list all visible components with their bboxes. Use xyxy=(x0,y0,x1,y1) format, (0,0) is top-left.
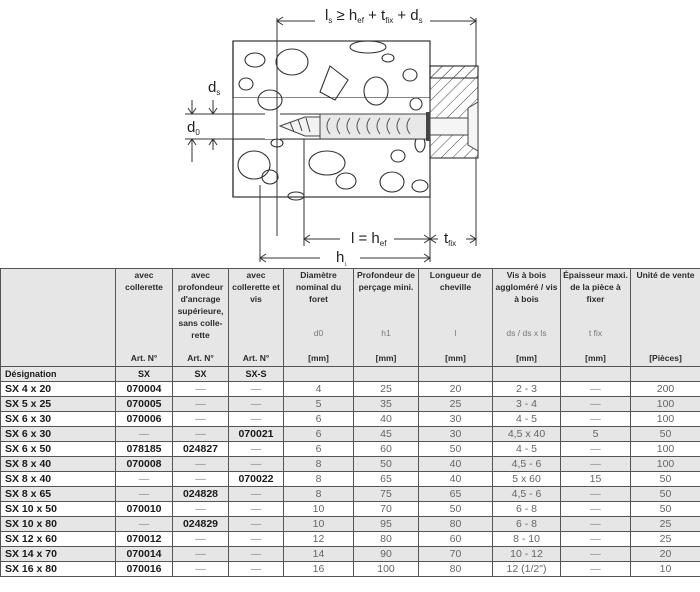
fixture-thickness-cell: — xyxy=(561,502,631,517)
art-no-collar-cell: 070012 xyxy=(116,532,173,547)
fixture-thickness-cell: — xyxy=(561,412,631,427)
product-name-cell: SX 16 x 80 xyxy=(1,562,116,577)
designation-sx: SX xyxy=(173,367,229,382)
art-no-collar-cell: 070014 xyxy=(116,547,173,562)
product-name-cell: SX 14 x 70 xyxy=(1,547,116,562)
designation-empty xyxy=(493,367,561,382)
table-row xyxy=(1,442,700,457)
fixture-thickness-cell: — xyxy=(561,517,631,532)
art-no-screw-cell: — xyxy=(229,532,284,547)
art-no-collar-cell: — xyxy=(116,472,173,487)
drill-diameter-cell: 4 xyxy=(284,382,354,397)
designation-empty xyxy=(284,367,354,382)
table-row xyxy=(1,382,700,397)
anchor-length-cell: 60 xyxy=(419,532,493,547)
sales-unit-cell: 25 xyxy=(631,532,700,547)
header-wood-screw: Vis à bois aggloméré / vis à bois ds / ds x ls [mm] xyxy=(493,269,561,367)
drill-depth-cell: 60 xyxy=(354,442,419,457)
fixture-thickness-cell: 15 xyxy=(561,472,631,487)
art-no-screw-cell: — xyxy=(229,457,284,472)
art-no-screw-cell: 070021 xyxy=(229,427,284,442)
screw-length-formula: $l_s \ge h_{ef} + t_{fix} + d_s$ xyxy=(325,7,423,25)
sales-unit-cell: 100 xyxy=(631,397,700,412)
art-no-deep-cell: — xyxy=(173,412,229,427)
drill-diameter-cell: 6 xyxy=(284,442,354,457)
header-row xyxy=(1,269,700,367)
table-row xyxy=(1,547,700,562)
sales-unit-cell: 10 xyxy=(631,562,700,577)
anchor-length-cell: 50 xyxy=(419,502,493,517)
art-no-deep-cell: 024827 xyxy=(173,442,229,457)
art-no-deep-cell: — xyxy=(173,457,229,472)
screw-size-cell: 10 - 12 xyxy=(493,547,561,562)
sales-unit-cell: 20 xyxy=(631,547,700,562)
screw-size-cell: 4,5 - 6 xyxy=(493,487,561,502)
drill-diameter-cell: 6 xyxy=(284,427,354,442)
anchor-length-cell: 65 xyxy=(419,487,493,502)
drill-depth-cell: 90 xyxy=(354,547,419,562)
product-name-cell: SX 10 x 50 xyxy=(1,502,116,517)
header-anchor-length: Longueur de cheville l [mm] xyxy=(419,269,493,367)
drill-diameter-cell: 8 xyxy=(284,457,354,472)
designation-empty xyxy=(419,367,493,382)
art-no-collar-cell: — xyxy=(116,427,173,442)
header-blank xyxy=(1,269,116,367)
drill-depth-cell: 70 xyxy=(354,502,419,517)
sales-unit-cell: 50 xyxy=(631,502,700,517)
fixture-thickness-cell: — xyxy=(561,382,631,397)
fixture-thickness-cell: — xyxy=(561,532,631,547)
anchor-length-cell: 40 xyxy=(419,472,493,487)
designation-empty xyxy=(561,367,631,382)
header-drill-depth: Profondeur de perçage mini. h1 [mm] xyxy=(354,269,419,367)
anchor-length-cell: 30 xyxy=(419,412,493,427)
anchor-length-cell: 20 xyxy=(419,382,493,397)
art-no-collar-cell: — xyxy=(116,487,173,502)
art-no-collar-cell: 078185 xyxy=(116,442,173,457)
art-no-collar-cell: 070016 xyxy=(116,562,173,577)
art-no-deep-cell: — xyxy=(173,427,229,442)
anchor-length-label: $l = h_{ef}$ xyxy=(351,230,387,248)
anchor-length-cell: 40 xyxy=(419,457,493,472)
sales-unit-cell: 200 xyxy=(631,382,700,397)
screw-size-cell: 8 - 10 xyxy=(493,532,561,547)
header-collar: avec collerette Art. N° xyxy=(116,269,173,367)
sales-unit-cell: 25 xyxy=(631,517,700,532)
table-row xyxy=(1,487,700,502)
art-no-screw-cell: — xyxy=(229,562,284,577)
drill-depth-label: $h_{_1}$ xyxy=(336,249,348,267)
drill-diameter-cell: 16 xyxy=(284,562,354,577)
designation-row xyxy=(1,367,700,382)
product-name-cell: SX 10 x 80 xyxy=(1,517,116,532)
drill-depth-cell: 50 xyxy=(354,457,419,472)
art-no-deep-cell: — xyxy=(173,562,229,577)
art-no-screw-cell: — xyxy=(229,487,284,502)
designation-empty xyxy=(354,367,419,382)
screw-size-cell: 3 - 4 xyxy=(493,397,561,412)
table-row xyxy=(1,457,700,472)
screw-size-cell: 6 - 8 xyxy=(493,517,561,532)
art-no-screw-cell: — xyxy=(229,502,284,517)
product-name-cell: SX 12 x 60 xyxy=(1,532,116,547)
designation-sx-s: SX-S xyxy=(229,367,284,382)
screw-size-cell: 5 x 60 xyxy=(493,472,561,487)
art-no-screw-cell: — xyxy=(229,517,284,532)
art-no-deep-cell: — xyxy=(173,532,229,547)
screw-diameter-label: $d_s$ xyxy=(208,79,221,97)
screw-size-cell: 6 - 8 xyxy=(493,502,561,517)
fixture-thickness-cell: — xyxy=(561,457,631,472)
fixture-thickness-cell: — xyxy=(561,487,631,502)
table-row xyxy=(1,397,700,412)
table-row xyxy=(1,427,700,442)
art-no-deep-cell: 024829 xyxy=(173,517,229,532)
product-name-cell: SX 8 x 40 xyxy=(1,457,116,472)
anchor-length-cell: 30 xyxy=(419,427,493,442)
fixture-thickness-cell: — xyxy=(561,562,631,577)
sales-unit-cell: 100 xyxy=(631,412,700,427)
table-row xyxy=(1,502,700,517)
drill-diameter-cell: 12 xyxy=(284,532,354,547)
anchor-length-cell: 25 xyxy=(419,397,493,412)
table-row xyxy=(1,472,700,487)
header-drill-diameter: Diamètre nominal du foret d0 [mm] xyxy=(284,269,354,367)
table-row xyxy=(1,412,700,427)
header-collar-screw: avec collerette et vis Art. N° xyxy=(229,269,284,367)
screw-size-cell: 12 (1/2") xyxy=(493,562,561,577)
drill-diameter-label: $d_0$ xyxy=(187,119,200,137)
art-no-deep-cell: — xyxy=(173,547,229,562)
screw-size-cell: 4,5 - 6 xyxy=(493,457,561,472)
table-row xyxy=(1,517,700,532)
screw-size-cell: 4 - 5 xyxy=(493,412,561,427)
art-no-deep-cell: — xyxy=(173,397,229,412)
header-sales-unit: Unité de vente [Pièces] xyxy=(631,269,700,367)
drill-depth-cell: 100 xyxy=(354,562,419,577)
drill-depth-cell: 35 xyxy=(354,397,419,412)
anchor-length-cell: 80 xyxy=(419,517,493,532)
drill-depth-cell: 95 xyxy=(354,517,419,532)
header-fixture-thickness: Épaisseur maxi. de la pièce à fixer t fix [mm] xyxy=(561,269,631,367)
art-no-collar-cell: — xyxy=(116,517,173,532)
table-row xyxy=(1,532,700,547)
art-no-deep-cell: — xyxy=(173,472,229,487)
fixture-thickness-cell: — xyxy=(561,442,631,457)
anchor-installation-diagram xyxy=(180,0,500,268)
drill-diameter-cell: 10 xyxy=(284,502,354,517)
art-no-screw-cell: — xyxy=(229,412,284,427)
designation-label: Désignation xyxy=(1,367,116,382)
designation-sx: SX xyxy=(116,367,173,382)
dowel-cross-section-drawing xyxy=(180,0,500,268)
screw-size-cell: 2 - 3 xyxy=(493,382,561,397)
drill-depth-cell: 75 xyxy=(354,487,419,502)
art-no-collar-cell: 070004 xyxy=(116,382,173,397)
sales-unit-cell: 50 xyxy=(631,427,700,442)
sales-unit-cell: 100 xyxy=(631,457,700,472)
product-name-cell: SX 5 x 25 xyxy=(1,397,116,412)
drill-depth-cell: 40 xyxy=(354,412,419,427)
product-name-cell: SX 6 x 30 xyxy=(1,412,116,427)
art-no-collar-cell: 070005 xyxy=(116,397,173,412)
anchor-length-cell: 80 xyxy=(419,562,493,577)
fixture-thickness-cell: 5 xyxy=(561,427,631,442)
drill-diameter-cell: 5 xyxy=(284,397,354,412)
sales-unit-cell: 50 xyxy=(631,472,700,487)
art-no-screw-cell: 070022 xyxy=(229,472,284,487)
anchor-length-cell: 50 xyxy=(419,442,493,457)
drill-diameter-cell: 14 xyxy=(284,547,354,562)
header-deep-anchor: avec profondeur d'ancrage supérieure, sans colle-rette Art. N° xyxy=(173,269,229,367)
art-no-deep-cell: 024828 xyxy=(173,487,229,502)
art-no-collar-cell: 070006 xyxy=(116,412,173,427)
sales-unit-cell: 50 xyxy=(631,487,700,502)
drill-diameter-cell: 6 xyxy=(284,412,354,427)
designation-empty xyxy=(631,367,700,382)
art-no-collar-cell: 070010 xyxy=(116,502,173,517)
anchor-length-cell: 70 xyxy=(419,547,493,562)
product-name-cell: SX 8 x 65 xyxy=(1,487,116,502)
drill-diameter-cell: 10 xyxy=(284,517,354,532)
product-name-cell: SX 8 x 40 xyxy=(1,472,116,487)
drill-depth-cell: 65 xyxy=(354,472,419,487)
screw-size-cell: 4 - 5 xyxy=(493,442,561,457)
fixture-thickness-cell: — xyxy=(561,397,631,412)
product-name-cell: SX 6 x 30 xyxy=(1,427,116,442)
screw-size-cell: 4,5 x 40 xyxy=(493,427,561,442)
art-no-screw-cell: — xyxy=(229,547,284,562)
art-no-screw-cell: — xyxy=(229,442,284,457)
fixture-thickness-label: $t_{fix}$ xyxy=(444,230,457,248)
table-row xyxy=(1,562,700,577)
fixture-thickness-cell: — xyxy=(561,547,631,562)
drill-diameter-cell: 8 xyxy=(284,472,354,487)
drill-depth-cell: 45 xyxy=(354,427,419,442)
art-no-screw-cell: — xyxy=(229,382,284,397)
product-name-cell: SX 6 x 50 xyxy=(1,442,116,457)
product-spec-table xyxy=(0,268,700,577)
sales-unit-cell: 100 xyxy=(631,442,700,457)
drill-depth-cell: 25 xyxy=(354,382,419,397)
art-no-deep-cell: — xyxy=(173,502,229,517)
drill-diameter-cell: 8 xyxy=(284,487,354,502)
art-no-deep-cell: — xyxy=(173,382,229,397)
product-name-cell: SX 4 x 20 xyxy=(1,382,116,397)
drill-depth-cell: 80 xyxy=(354,532,419,547)
art-no-screw-cell: — xyxy=(229,397,284,412)
art-no-collar-cell: 070008 xyxy=(116,457,173,472)
